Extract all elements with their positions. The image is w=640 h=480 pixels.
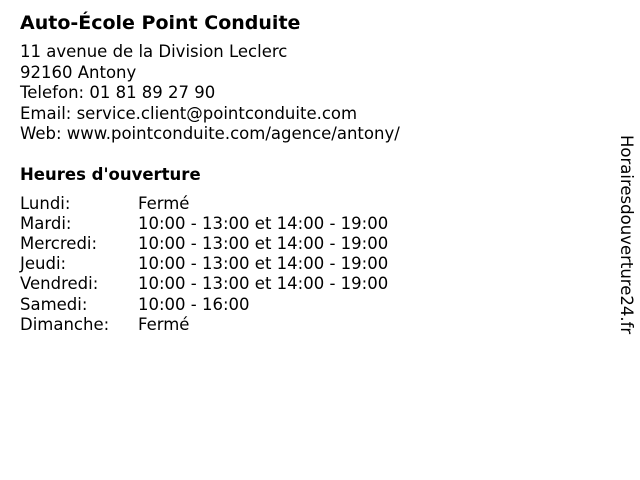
day-label: Dimanche: [20,314,110,334]
hours-row-friday [20,274,600,294]
phone-line: Telefon: 01 81 89 27 90 [20,83,216,102]
address-line-city: 92160 Antony [20,62,137,82]
hours-row-sunday [20,315,600,335]
hours-row-tuesday [20,214,600,234]
day-hours: 10:00 - 13:00 et 14:00 - 19:00 [138,254,389,274]
day-label: Mercredi: [20,233,98,253]
day-hours: 10:00 - 13:00 et 14:00 - 19:00 [138,274,389,294]
web-line: Web: www.pointconduite.com/agence/antony/ [20,124,400,143]
site-watermark: Horairesdouverture24.fr [617,135,636,335]
business-card [20,10,600,335]
opening-hours-heading: Heures d'ouverture [20,164,201,184]
day-hours: 10:00 - 13:00 et 14:00 - 19:00 [138,233,389,253]
hours-row-wednesday [20,234,600,254]
day-hours: 10:00 - 16:00 [138,294,250,314]
address-line-street: 11 avenue de la Division Leclerc [20,42,288,61]
business-name: Auto-École Point Conduite [20,12,301,34]
day-hours: Fermé [138,314,190,334]
day-label: Mardi: [20,213,72,233]
day-label: Lundi: [20,193,71,213]
day-label: Samedi: [20,294,88,314]
hours-row-thursday [20,254,600,274]
day-hours: 10:00 - 13:00 et 14:00 - 19:00 [138,213,389,233]
email-line: Email: service.client@pointconduite.com [20,103,358,123]
hours-row-saturday [20,295,600,315]
opening-hours-table [20,194,600,335]
hours-row-monday [20,194,600,214]
day-hours: Fermé [138,193,190,213]
day-label: Vendredi: [20,274,99,294]
day-label: Jeudi: [20,254,67,274]
